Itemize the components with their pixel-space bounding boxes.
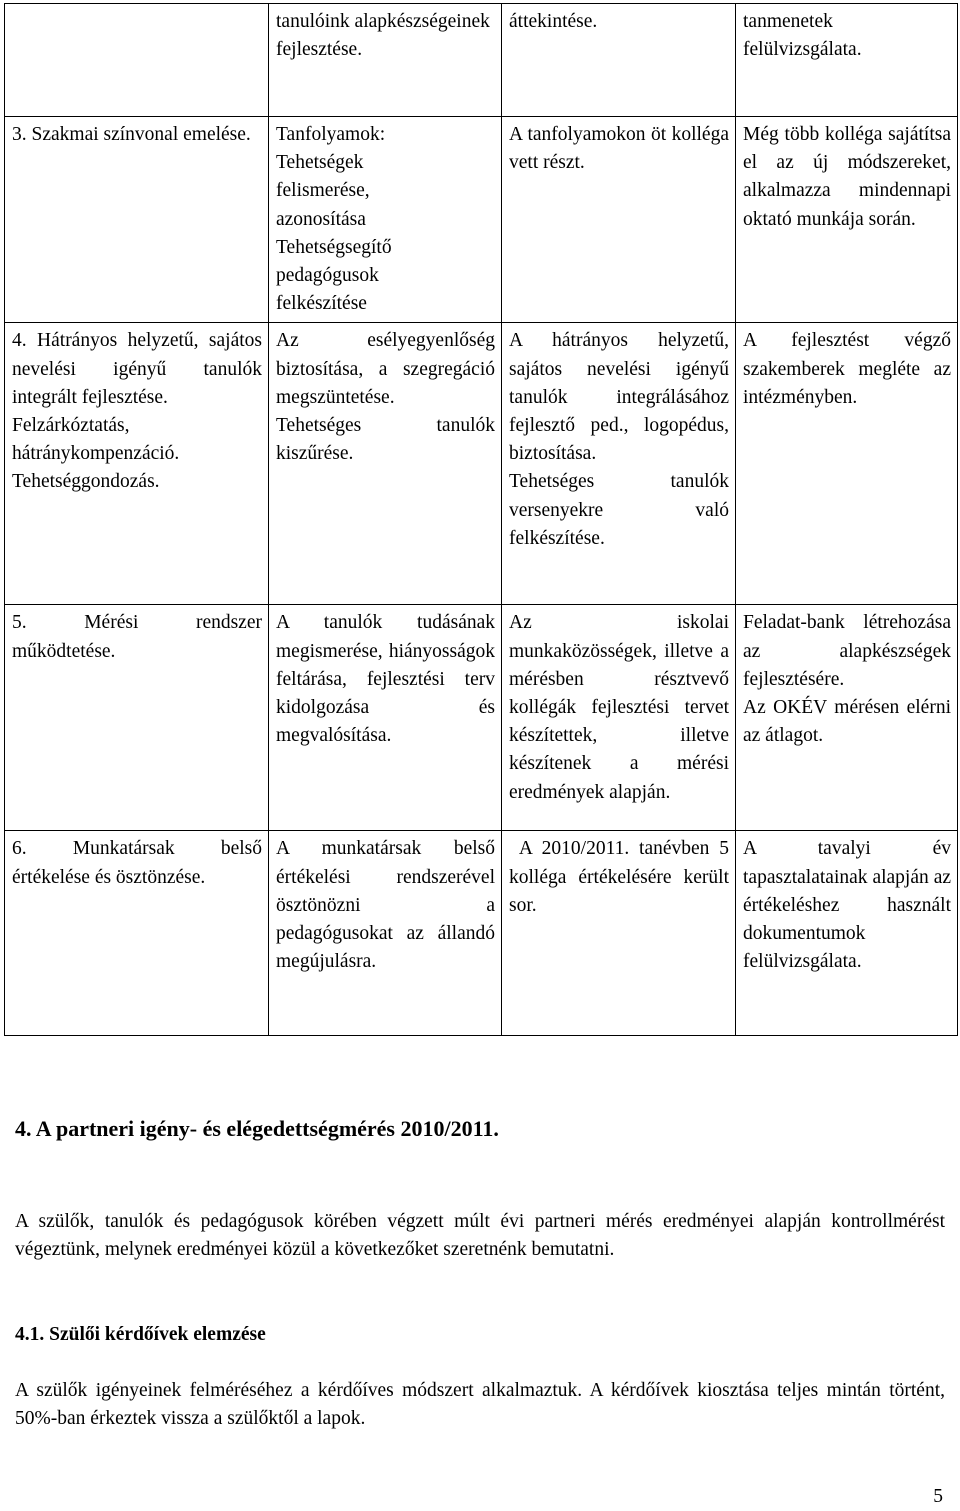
table-cell xyxy=(736,323,958,605)
cell-paragraph: A tavalyi év tapasztalatainak alapján az értékeléshez használt dokumentumok felülvizsgálata. xyxy=(743,838,951,973)
cell-paragraph: Még több kolléga sajátítsa el az új módszereket, alkalmazza mindennapi oktató munkája során. xyxy=(743,124,951,230)
cell-paragraph: 6. Munkatársak belső értékelése és ösztönzése. xyxy=(12,838,262,888)
cell-paragraph: 3. Szakmai színvonal emelése. xyxy=(12,124,251,145)
table-cell xyxy=(269,831,502,1036)
cell-paragraph: Tehetséggondozás. xyxy=(12,471,160,493)
cell-paragraph: Tehetséges tanulók versenyekre való felkészítése. xyxy=(509,471,729,549)
table-cell xyxy=(269,323,502,605)
table-cell xyxy=(502,323,736,605)
cell-paragraph: Az esélyegyenlőség biztosítása, a szegregáció megszüntetése. xyxy=(276,330,495,408)
table-row xyxy=(5,605,958,831)
table-row xyxy=(5,831,958,1036)
table-cell xyxy=(502,831,736,1036)
table-cell xyxy=(5,605,269,831)
intro-paragraph: A szülők, tanulók és pedagógusok körében végzett múlt évi partneri mérés eredményei alapján kontrollmérést végeztünk, melynek eredményei közül a következőket szeretnénk bemutatni. xyxy=(15,1211,945,1261)
section-heading: 4. A partneri igény- és elégedettségmérés 2010/2011. xyxy=(15,1116,499,1141)
cell-paragraph: Felzárkóztatás, hátránykompenzáció. xyxy=(12,415,180,465)
table-row xyxy=(5,117,958,323)
table-cell xyxy=(502,117,736,323)
table-cell xyxy=(5,831,269,1036)
cell-paragraph: áttekintése. xyxy=(509,11,598,32)
table-row xyxy=(5,323,958,605)
cell-paragraph: tanmenetek felülvizsgálata. xyxy=(743,11,862,61)
cell-paragraph: A tanfolyamokon öt kolléga vett részt. xyxy=(509,124,729,174)
cell-paragraph: Az iskolai munkaközösségek, illetve a mérésben résztvevő kollégák fejlesztési tervet készítettek, illetve készítenek a mérési eredmények alapján. xyxy=(509,612,729,803)
cell-paragraph: 5. Mérési rendszer működtetése. xyxy=(12,612,262,662)
table-cell xyxy=(5,323,269,605)
table-cell xyxy=(5,4,269,117)
table-cell xyxy=(269,117,502,323)
table-cell xyxy=(5,117,269,323)
table-cell xyxy=(736,831,958,1036)
table-cell xyxy=(502,605,736,831)
cell-paragraph: Feladat-bank létrehozása az alapkészségek fejlesztésére. xyxy=(743,612,951,690)
body-paragraph: A szülők igényeinek felméréséhez a kérdőíves módszert alkalmaztuk. A kérdőívek kiosztása teljes mintán történt, 50%-ban érkeztek vissza a szülőktől a lapok. xyxy=(15,1380,945,1430)
table-cell xyxy=(502,4,736,117)
plan-table xyxy=(4,3,958,1036)
page-number: 5 xyxy=(933,1486,943,1507)
cell-paragraph: Tanfolyamok: xyxy=(276,124,386,145)
table-cell xyxy=(736,117,958,323)
table-cell xyxy=(269,4,502,117)
cell-paragraph: A 2010/2011. tanévben 5 kolléga értékelésére került sor. xyxy=(509,838,734,916)
cell-paragraph: Tehetséges tanulók kiszűrése. xyxy=(276,415,495,465)
cell-paragraph: A tanulók tudásának megismerése, hiányosságok feltárása, fejlesztési terv kidolgozása és megvalósítása. xyxy=(276,612,495,747)
subsection-heading: 4.1. Szülői kérdőívek elemzése xyxy=(15,1324,266,1345)
plan-table-body xyxy=(5,4,958,1036)
table-cell xyxy=(736,605,958,831)
cell-paragraph: Az OKÉV mérésen elérni az átlagot. xyxy=(743,697,951,747)
table-cell xyxy=(269,605,502,831)
cell-paragraph: 4. Hátrányos helyzetű, sajátos nevelési igényű tanulók integrált fejlesztése. xyxy=(12,330,262,408)
cell-paragraph: A fejlesztést végző szakemberek megléte az intézményben. xyxy=(743,330,951,408)
cell-paragraph: tanulóink alapkészségeinek fejlesztése. xyxy=(276,11,490,61)
cell-paragraph: A hátrányos helyzetű, sajátos nevelési igényű tanulók integrálásához fejlesztő ped., logopédus, biztosítása. xyxy=(509,330,729,465)
cell-paragraph: Tehetségsegítő pedagógusok felkészítése xyxy=(276,236,392,315)
cell-paragraph: A munkatársak belső értékelési rendszerével ösztönözni a pedagógusokat az állandó megújulásra. xyxy=(276,838,495,973)
cell-paragraph: Tehetségek felismerése, azonosítása xyxy=(276,152,370,230)
table-row xyxy=(5,4,958,117)
table-cell xyxy=(736,4,958,117)
